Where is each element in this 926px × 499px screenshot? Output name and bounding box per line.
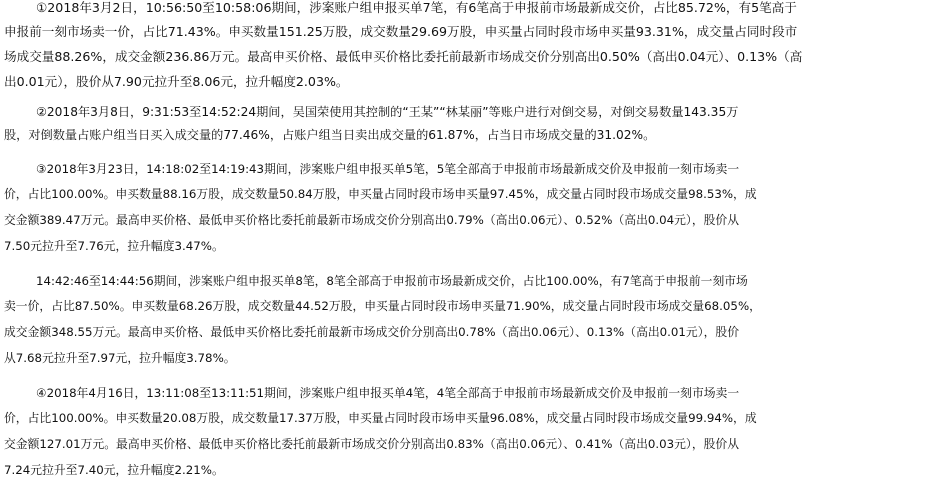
paragraph-5-line-2: 价，占比100.00%。申买数量20.08万股，成交数量17.37万股，申买量占同时段市场申买量96.08%，成交量占同时段市场成交量99.94%，成 (4, 411, 757, 425)
paragraph-4-line-1: 14:42:46至14:44:56期间，涉案账户组申报买单8笔，8笔全部高于申报前市场最新成交价，占比100.00%，有7笔高于申报前一刻市场 (36, 274, 748, 288)
paragraph-5-line-1: ④2018年4月16日，13:11:08至13:11:51期间，涉案账户组申报买单4笔，4笔全部高于申报前市场最新成交价及申报前一刻市场卖一 (36, 386, 740, 400)
paragraph-3-line-3: 交金额389.47万元。最高申买价格、最低申买价格比委托前最新市场成交价分别高出0.79%（高出0.06元）、0.52%（高出0.04元），股价从 (4, 213, 740, 227)
paragraph-3-line-2: 价，占比100.00%。申买数量88.16万股，成交数量50.84万股，申买量占同时段市场申买量97.45%，成交量占同时段市场成交量98.53%，成 (4, 187, 757, 201)
paragraph-1-line-1: ①2018年3月2日，10:56:50至10:58:06期间，涉案账户组申报买单7笔，有6笔高于申报前市场最新成交价，占比85.72%，有5笔高于 (36, 0, 797, 15)
paragraph-4-line-2: 卖一价，占比87.50%。申买数量68.26万股，成交数量44.52万股，申买量占同时段市场申买量71.90%，成交量占同时段市场成交量68.05%， (4, 299, 761, 313)
paragraph-1-line-3: 场成交量88.26%，成交金额236.86万元。最高申买价格、最低申买价格比委托前最新市场成交价分别高出0.50%（高出0.04元）、0.13%（高 (4, 49, 803, 64)
paragraph-3-line-1: ③2018年3月23日，14:18:02至14:19:43期间，涉案账户组申报买单5笔，5笔全部高于申报前市场最新成交价及申报前一刻市场卖一 (36, 162, 740, 176)
paragraph-2-line-1: ②2018年3月8日，9:31:53至14:52:24期间，吴国荣使用其控制的“王某”“林某丽”等账户进行对倒交易，对倒交易数量143.35万 (36, 105, 739, 119)
paragraph-4-line-4: 从7.68元拉升至7.97元，拉升幅度3.78%。 (4, 351, 236, 365)
paragraph-2-line-2: 股，对倒数量占账户组当日买入成交量的77.46%，占账户组当日卖出成交量的61.87%，占当日市场成交量的31.02%。 (4, 128, 656, 142)
paragraph-5-line-4: 7.24元拉升至7.40元，拉升幅度2.21%。 (4, 463, 224, 477)
paragraph-5-line-3: 交金额127.01万元。最高申买价格、最低申买价格比委托前最新市场成交价分别高出0.83%（高出0.06元）、0.41%（高出0.03元），股价从 (4, 437, 740, 451)
paragraph-1-line-4: 出0.01元），股价从7.90元拉升至8.06元，拉升幅度2.03%。 (4, 74, 349, 89)
paragraph-3-line-4: 7.50元拉升至7.76元，拉升幅度3.47%。 (4, 239, 224, 253)
paragraph-1-line-2: 申报前一刻市场卖一价，占比71.43%。申买数量151.25万股，成交数量29.69万股，申买量占同时段市场申买量93.31%，成交量占同时段市 (4, 24, 798, 39)
paragraph-4-line-3: 成交金额348.55万元。最高申买价格、最低申买价格比委托前最新市场成交价分别高出0.78%（高出0.06元）、0.13%（高出0.01元），股价 (4, 325, 740, 339)
